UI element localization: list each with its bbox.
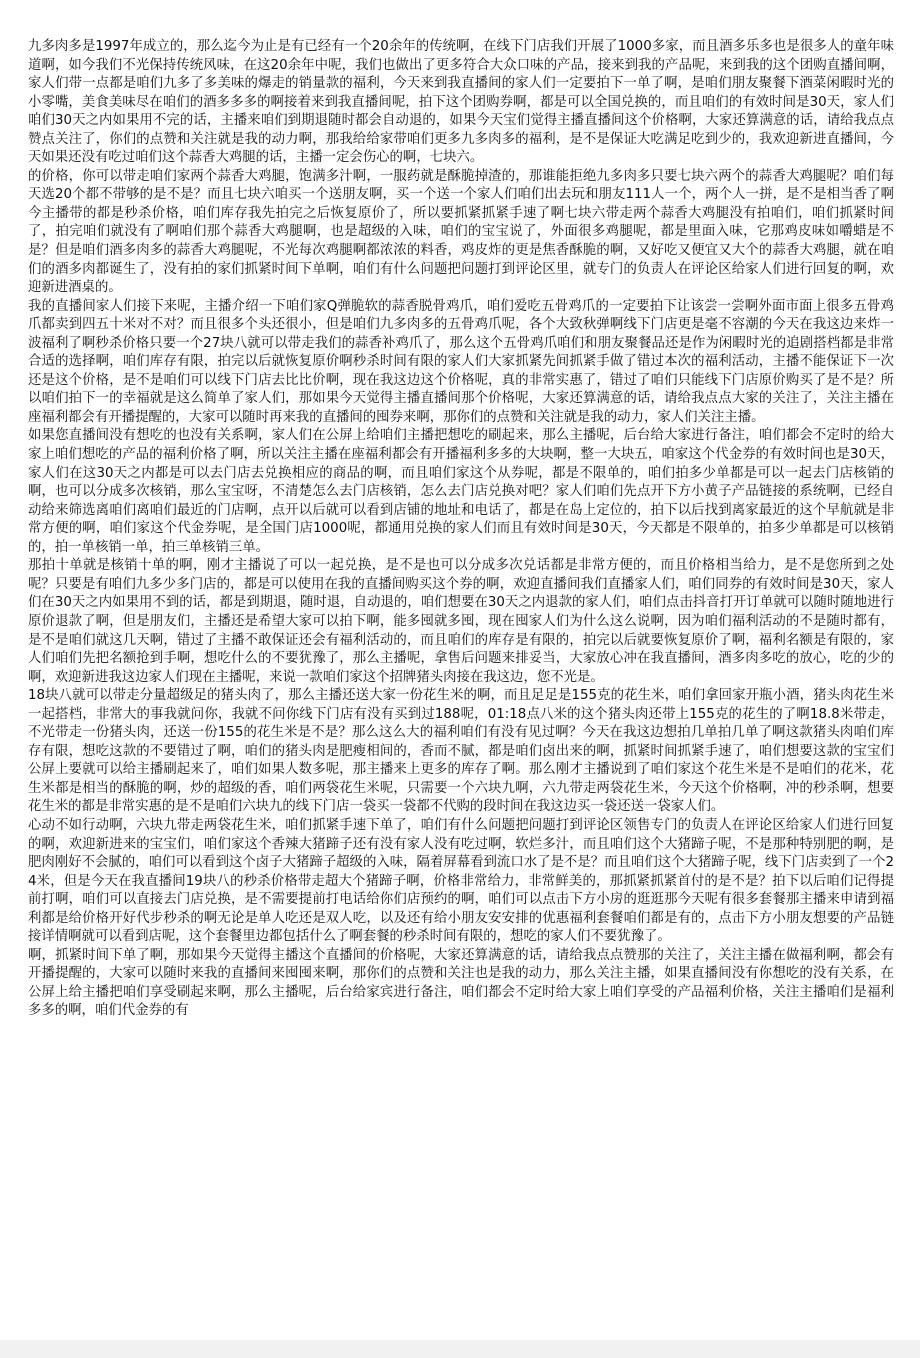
paragraph: 那拍十单就是核销十单的啊，刚才主播说了可以一起兑换，是不是也可以分成多次兑话都是非常方便的，而且价格相当给力，是不是您所到之处呢？只要是有咱们九多少多门店的，都是可以使用在我的直播间购买这个券的啊，欢迎直播间我们直播家人们，咱们同券的有效时间是30天，家人们在30天之内如果用不到的话，都是到期退，随时退，自动退的，咱们想要在30天之内退款的家人们，咱们点击抖音打开订单就可以随时随地进行原价退款了啊，但是朋友们，主播还是希望大家可以拍下啊，能多囤就多囤，现在囤家人们为什么这么说啊，因为咱们福利活动的不是随时都有，是不是咱们就这几天啊，错过了主播不敢保证还会有福利活动的，而且咱们的库存是有限的，拍完以后就要恢复原价了啊，福利名额是有限的，家人们咱们先把名额抢到手啊，想吃什么的不要犹豫了，那么主播呢，拿售后问题来排妥当，大家放心冲在我直播间，酒多肉多吃的放心，吃的少的啊，欢迎新进我这边家人们现在主播呢，来说一款咱们家这个招牌猪头肉接在我这边，您不光是。 (28, 558, 894, 685)
paragraph: 九多肉多是1997年成立的，那么迄今为止是有已经有一个20余年的传统啊，在线下门店我们开展了1000多家，而且酒多乐多也是很多人的童年味道啊，如今我们不光保持传统风味，在这20余年中呢，我们也做出了更多符合大众口味的产品，接来到我的产品呢，来到我的这个团购直播间啊，家人们带一点都是咱们九多了多美味的爆走的销量款的福利，今天来到我直播间的家人们一定要拍下一单了啊，是咱们朋友聚餐下酒菜闲暇时光的小零嘴，美食美味尽在咱们的酒多多多的啊接着来到我直播间呢，拍下这个团购券啊，都是可以全国兑换的，而且咱们的有效时间是30天，家人们咱们30天之内如果用不完的话，主播来咱们到期退随时都会自动退的，如果今天宝们觉得主播直播间这个价格啊，大家还算满意的话，请给我点点赞点关注了，你们的点赞和关注就是我的动力啊，那我给给家带咱们更多九多肉多的福利，是不是保证大吃满足吃到少的，我欢迎新进直播间，今天如果还没有吃过咱们这个蒜香大鸡腿的话，主播一定会伤心的啊，七块六。 (28, 39, 894, 166)
paragraph: 我的直播间家人们接下来呢，主播介绍一下咱们家Q弹脆软的蒜香脱骨鸡爪，咱们爱吃五骨鸡爪的一定要拍下让该尝一尝啊外面市面上很多五骨鸡爪都卖到四五十米对不对？而且很多个头还很小，但是咱们九多肉多的五骨鸡爪呢，各个大致秋弹啊线下门店更是毫不容潮的今天在我这边来炸一波福利了啊秒杀价格只要一个27块八就可以带走我们的蒜香补鸡爪了，那么这个五骨鸡爪咱们和朋友聚餐品还是作为闲暇时光的追剧搭档都是非常合适的选择啊，咱们库存有限，拍完以后就恢复原价啊秒杀时间有限的家人们大家抓紧先间抓紧手做了错过本次的福利活动，主播不能保证下一次还是这个价格，是不是咱们可以线下门店去比比价啊，现在我这边这个价格呢，真的非常实惠了，错过了咱们只能线下门店原价购买了是不是？所以咱们拍下一的幸福就是这么简单了家人们，那如果今天觉得主播直播间那个价格呢，大家还算满意的话，请给我点点大家的关注了，关注主播在座福利都会有开播提醒的，大家可以随时再来我的直播间的囤券来啊，那你们的点赞和关注就是我的动力，家人们关注主播。 (28, 298, 894, 425)
paragraph: 18块八就可以带走分量超级足的猪头肉了，那么主播还送大家一份花生米的啊，而且足足是155克的花生米，咱们拿回家开瓶小酒，猪头肉花生米一起搭档，非常大的事我就问你，我就不问你线下门店有没有买到过188呢，01:18点八米的这个猪头肉还带上155克的花生的了啊18.8米带走，不光带走一份猪头肉，还送一份155的花生米是不是？那么这么大的福利咱们有没有见过啊？今天在我这边想拍几单拍几单了啊这款猪头肉咱们库存有限，想吃这款的不要错过了啊，咱们的猪头肉是肥瘦相间的，香而不腻，都是咱们卤出来的啊，抓紧时间抓紧手速了，咱们想要这款的宝宝们公屏上要就可以给主播刷起来了，咱们如果人数多呢，那主播来上更多的库存了啊。那么刚才主播说到了咱们家这个花生米是不是咱们的花米，花生米都是相当的酥脆的啊，炒的超级的香，咱们两袋花生米呢，只需要一个六块九啊，六九带走两袋花生米，今天这个价格啊，冲的秒杀啊，想要花生米的都是非常实惠的是不是咱们六块九的线下门店一袋买一袋都不代购的段时间在我这边买一袋还送一袋家人们。 (28, 688, 894, 815)
paragraph: 的价格，你可以带走咱们家两个蒜香大鸡腿，饱满多汁啊，一服药就是酥脆掉渣的，那谁能拒绝九多肉多只要七块六两个的蒜香大鸡腿呢？咱们每天选20个都不带够的是不是？而且七块六咱买一个送朋友啊，买一个送一个家人们咱们出去玩和朋友111人一个，两个人一拼，是不是相当香了啊今主播带的都是秒杀价格，咱们库存我先拍完之后恢复原价了，所以要抓紧抓紧手速了啊七块六带走两个蒜香大鸡腿没有拍咱们，咱们抓紧时间了，拍完咱们就没有了啊咱们那个蒜香大鸡腿啊，也是超级的入味，咱们的宝宝说了，外面很多鸡腿呢，都是里面入味，它那鸡皮味如嚼蜡是不是？但是咱们酒多肉多的蒜香大鸡腿呢，不光每次鸡腿啊都浓浓的料香，鸡皮炸的更是焦香酥脆的啊，又好吃又便宜又大个的蒜香大鸡腿，就在咱们的酒多肉都诞生了，没有拍的家们抓紧时间下单啊，咱们有什么问题把问题打到评论区里，就专门的负责人在评论区给家人们进行回复的啊，欢迎新进酒桌的。 (28, 168, 894, 296)
document-body (28, 38, 894, 1021)
paragraph: 心动不如行动啊，六块九带走两袋花生米，咱们抓紧手速下单了，咱们有什么问题把问题打到评论区领售专门的负责人在评论区给家人们进行回复的啊，欢迎新进来的宝宝们，咱们家这个香辣大猪蹄子还有没有家人没有吃过啊，软烂多汁，而且咱们这个大猪蹄子呢，不是那种特别肥的啊，是肥肉刚好不会腻的，咱们可以看到这个卤子大猪蹄子超级的入味，隔着屏幕看到流口水了是不是？而且咱们这个大猪蹄子呢，线下门店卖到了一个24米，但是今天在我直播间19块八的秒杀价格带走超大个猪蹄子啊，价格非常给力，非常鲜美的，那抓紧抓紧首付的是不是？拍下以后咱们记得提前打啊，咱们可以直接去门店兑换，是不需要提前打电话给你们店预约的啊，咱们可以点击下方小房的逛逛那今天呢有很多套餐那主播来申请到福利都是给价格开好代步秒杀的啊无论是单人吃还是双人吃，以及还有给小朋友安安排的优惠福利套餐咱们都是有的，点击下方小朋友想要的产品链接详情啊就可以看到店呢，这个套餐里边都包括什么了啊套餐的秒杀时间有限的，想吃的家人们不要犹豫了。 (28, 817, 894, 945)
page-footer-bar (0, 1340, 920, 1358)
paragraph: 如果您直播间没有想吃的也没有关系啊，家人们在公屏上给咱们主播把想吃的刷起来，那么主播呢，后台给大家进行备注，咱们都会不定时的给大家上咱们想吃的产品的福利价格了啊，所以关注主播在座福利都会有开播福利多多的大块啊，整一大块五，咱家这个代金券的有效时间也是30天，家人们在这30天之内都是可以去门店去兑换相应的商品的啊，而且咱们家这个从券呢，都是不限单的，咱们拍多少单都是可以一起去门店核销的啊，也可以分成多次核销，那么宝宝呀，不清楚怎么去门店核销，怎么去门店兑换对吧？家人们咱们先点开下方小黄子产品链接的系统啊，已经自动给来筛选离咱们离咱们最近的门店啊，点开以后就可以看到店铺的地址和电话了，都是在岛上定位的，拍下以后找到离家最近的这个早航就是非常方便的啊，咱们家这个代金券呢，是全国门店1000呢，都通用兑换的家人们而且有效时间是30天，今天都是不限单的，拍多少单都是可以核销的，拍一单核销一单，拍三单核销三单。 (28, 428, 894, 555)
paragraph: 啊，抓紧时间下单了啊，那如果今天觉得主播这个直播间的价格呢，大家还算满意的话，请给我点点赞那的关注了，关注主播在做福利啊，都会有开播提醒的，大家可以随时来我的直播间来囤囤来啊，那你们的点赞和关注也是我的动力，那么关注主播，如果直播间没有你想吃的没有关系，在公屏上给主播把咱们享受刷起来啊，那么主播呢，后台给家宾进行备注，咱们都会不定时给大家上咱们享受的产品福利价格，关注主播咱们是福利多多的啊，咱们代金券的有 (28, 947, 894, 1019)
